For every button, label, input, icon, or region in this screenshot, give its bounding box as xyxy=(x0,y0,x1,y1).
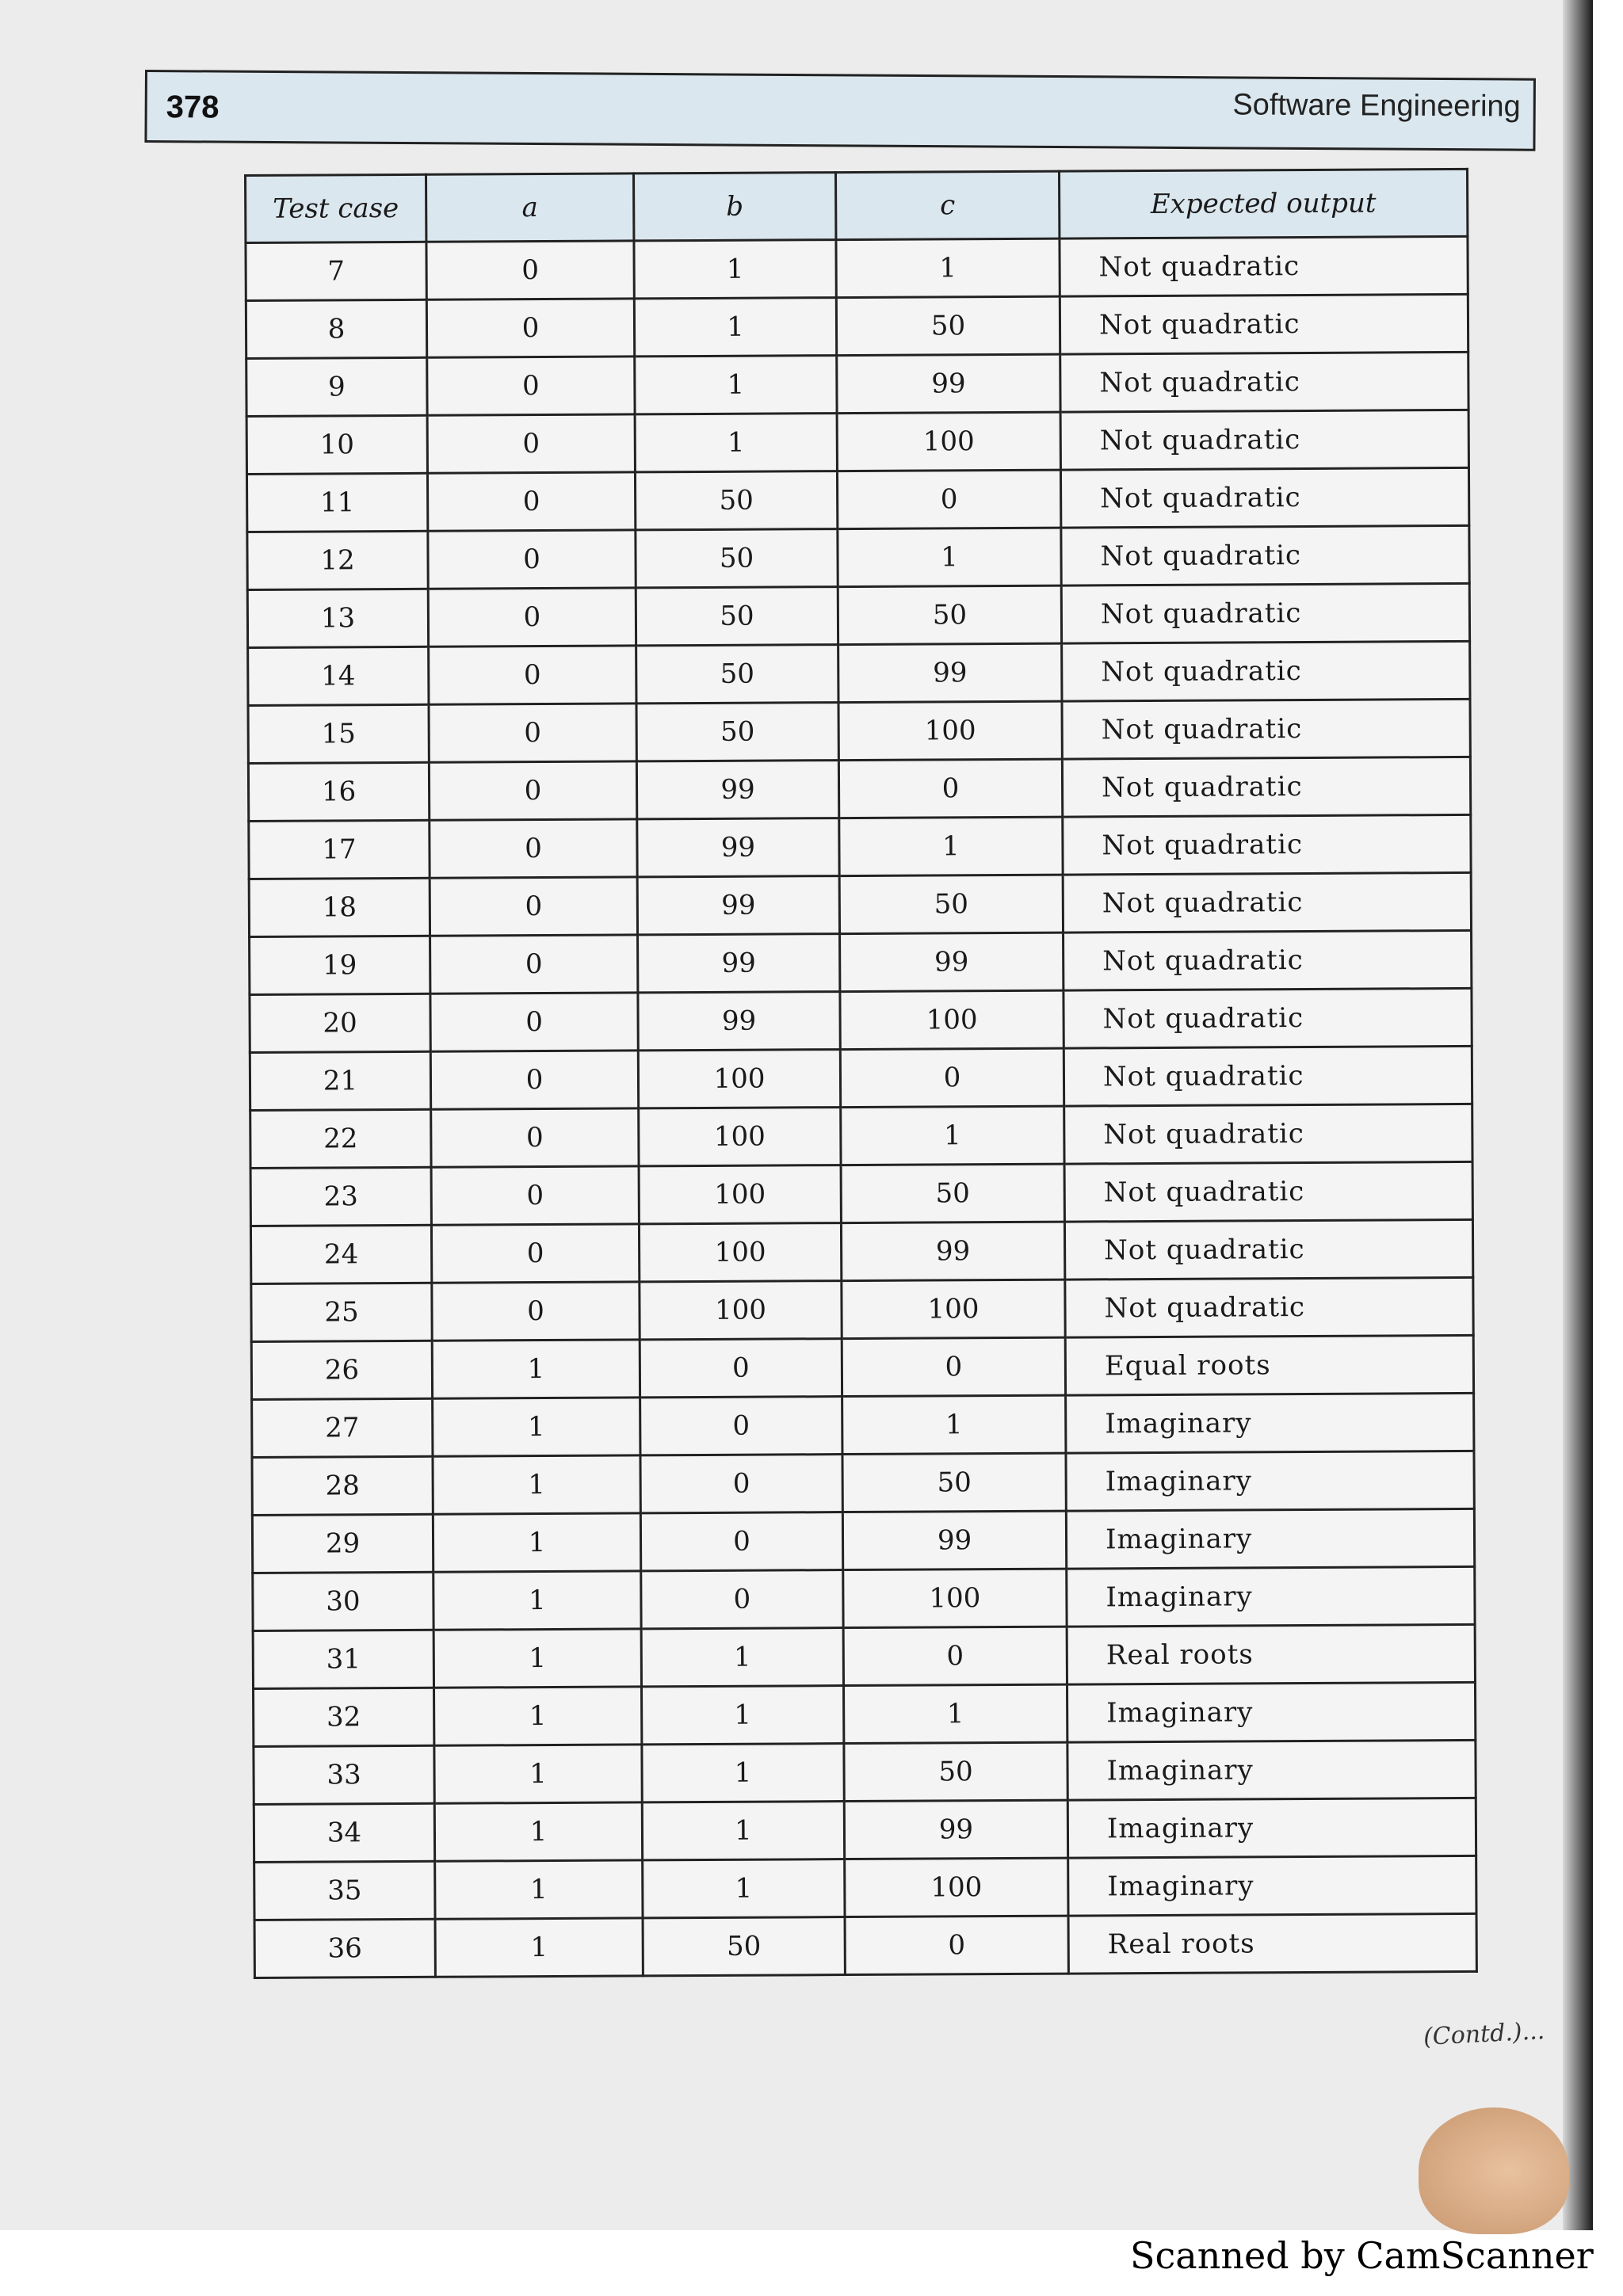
cell-a: 1 xyxy=(433,1513,640,1572)
cell-expected-output: Not quadratic xyxy=(1060,410,1468,470)
cell-expected-output: Not quadratic xyxy=(1064,1046,1472,1106)
cell-b: 0 xyxy=(640,1339,842,1398)
cell-expected-output: Not quadratic xyxy=(1064,930,1472,990)
cell-a: 1 xyxy=(434,1745,642,1803)
cell-expected-output: Real roots xyxy=(1067,1624,1475,1684)
table-row xyxy=(251,1335,1473,1399)
cell-b: 0 xyxy=(641,1570,843,1629)
cell-a: 0 xyxy=(426,241,634,299)
cell-expected-output: Not quadratic xyxy=(1061,583,1469,643)
column-header-expected-output: Expected output xyxy=(1059,169,1467,238)
cell-a: 0 xyxy=(430,993,638,1051)
cell-c: 1 xyxy=(841,1106,1064,1165)
cell-a: 0 xyxy=(430,935,638,994)
cell-c: 1 xyxy=(843,1684,1067,1743)
cell-test-case: 20 xyxy=(250,994,430,1052)
cell-expected-output: Real roots xyxy=(1068,1913,1476,1974)
cell-a: 0 xyxy=(431,1224,639,1283)
cell-a: 1 xyxy=(434,1687,642,1745)
table-row xyxy=(253,1566,1475,1630)
cell-c: 1 xyxy=(838,528,1061,586)
page-header xyxy=(144,70,1536,151)
cell-b: 99 xyxy=(638,934,840,993)
cell-c: 1 xyxy=(836,238,1060,297)
table-row xyxy=(254,1913,1476,1978)
cell-c: 100 xyxy=(837,412,1060,471)
cell-test-case: 15 xyxy=(248,704,429,763)
cell-c: 50 xyxy=(838,585,1061,644)
column-header-test-case: Test case xyxy=(246,174,426,242)
table-row xyxy=(247,525,1469,589)
cell-c: 100 xyxy=(843,1569,1067,1627)
cell-test-case: 11 xyxy=(246,473,427,532)
column-header-b: b xyxy=(634,173,836,241)
cell-b: 99 xyxy=(636,761,838,819)
cell-test-case: 32 xyxy=(254,1688,434,1746)
table-row xyxy=(250,988,1472,1052)
cell-b: 50 xyxy=(636,645,838,704)
cell-a: 0 xyxy=(430,1051,638,1109)
table-row xyxy=(254,1740,1476,1804)
cell-a: 1 xyxy=(433,1571,641,1630)
table-row xyxy=(246,236,1468,300)
cell-a: 1 xyxy=(433,1629,641,1688)
cell-b: 100 xyxy=(639,1165,841,1224)
cell-b: 1 xyxy=(635,414,837,472)
cell-b: 1 xyxy=(635,356,837,414)
table-header-row xyxy=(246,169,1468,242)
cell-expected-output: Not quadratic xyxy=(1065,1277,1473,1337)
table-row xyxy=(254,1682,1476,1746)
cell-test-case: 22 xyxy=(250,1109,431,1168)
page-number: 378 xyxy=(166,90,220,125)
cell-c: 0 xyxy=(837,470,1060,528)
table-row xyxy=(249,872,1471,936)
cell-b: 99 xyxy=(638,992,840,1051)
cell-b: 1 xyxy=(634,240,836,299)
cell-c: 99 xyxy=(837,354,1060,413)
cell-expected-output: Not quadratic xyxy=(1060,294,1468,354)
cell-test-case: 30 xyxy=(253,1572,433,1630)
cell-expected-output: Not quadratic xyxy=(1062,699,1470,759)
cell-c: 0 xyxy=(838,759,1062,818)
cell-test-case: 36 xyxy=(254,1919,435,1978)
cell-c: 100 xyxy=(840,990,1064,1049)
cell-b: 100 xyxy=(640,1281,842,1340)
cell-test-case: 23 xyxy=(250,1167,431,1226)
cell-a: 0 xyxy=(427,472,635,531)
cell-test-case: 16 xyxy=(248,762,429,821)
cell-b: 1 xyxy=(642,1686,844,1745)
cell-test-case: 28 xyxy=(252,1456,433,1515)
cell-b: 1 xyxy=(643,1859,845,1918)
cell-a: 1 xyxy=(434,1802,642,1861)
cell-test-case: 10 xyxy=(246,415,427,474)
cell-expected-output: Imaginary xyxy=(1067,1798,1476,1858)
cell-a: 1 xyxy=(433,1398,640,1456)
cell-test-case: 21 xyxy=(250,1051,430,1110)
table-row xyxy=(246,294,1468,358)
cell-b: 100 xyxy=(639,1223,841,1282)
table-row xyxy=(253,1624,1475,1688)
cell-b: 50 xyxy=(643,1917,845,1976)
cell-test-case: 35 xyxy=(254,1861,435,1920)
cell-c: 99 xyxy=(842,1511,1066,1569)
cell-a: 0 xyxy=(427,414,635,473)
table-row xyxy=(252,1451,1474,1515)
table-row xyxy=(252,1508,1474,1573)
cell-c: 0 xyxy=(840,1048,1064,1107)
running-head: Software Engineering xyxy=(1232,88,1521,124)
cell-b: 1 xyxy=(642,1802,844,1860)
cell-expected-output: Imaginary xyxy=(1067,1740,1476,1800)
test-case-table-container xyxy=(244,168,1476,1979)
page-edge-shadow xyxy=(1563,0,1593,2230)
cell-b: 99 xyxy=(637,876,839,935)
cell-a: 1 xyxy=(432,1340,640,1398)
cell-c: 100 xyxy=(842,1280,1065,1338)
cell-b: 0 xyxy=(640,1512,842,1571)
cell-test-case: 25 xyxy=(251,1283,432,1341)
cell-test-case: 34 xyxy=(254,1803,434,1862)
cell-a: 0 xyxy=(428,530,636,589)
cell-expected-output: Not quadratic xyxy=(1063,814,1471,875)
cell-expected-output: Imaginary xyxy=(1066,1393,1474,1453)
table-body xyxy=(246,236,1476,1978)
cell-test-case: 18 xyxy=(249,878,430,936)
cell-a: 0 xyxy=(430,819,637,878)
cell-b: 50 xyxy=(636,529,838,588)
table-row xyxy=(246,410,1468,474)
cell-b: 50 xyxy=(635,471,837,530)
cell-c: 50 xyxy=(842,1453,1066,1512)
cell-c: 1 xyxy=(839,817,1063,875)
cell-b: 99 xyxy=(637,818,839,877)
cell-test-case: 12 xyxy=(247,531,428,589)
table-row xyxy=(250,1161,1472,1226)
cell-expected-output: Imaginary xyxy=(1066,1508,1474,1569)
cell-a: 0 xyxy=(432,1282,640,1341)
cell-b: 50 xyxy=(636,703,838,761)
cell-expected-output: Not quadratic xyxy=(1060,352,1468,412)
cell-a: 1 xyxy=(433,1455,640,1514)
cell-a: 0 xyxy=(427,357,635,415)
test-case-table xyxy=(244,168,1478,1979)
cell-b: 100 xyxy=(639,1108,841,1166)
cell-a: 0 xyxy=(431,1166,639,1225)
column-header-c: c xyxy=(835,171,1059,239)
cell-a: 0 xyxy=(426,299,634,357)
table-row xyxy=(248,699,1470,763)
table-row xyxy=(254,1798,1476,1862)
cell-expected-output: Not quadratic xyxy=(1064,1219,1472,1280)
column-header-a: a xyxy=(426,174,634,242)
cell-c: 99 xyxy=(838,643,1062,702)
cell-c: 100 xyxy=(845,1858,1068,1917)
table-row xyxy=(246,352,1468,416)
table-row xyxy=(254,1855,1476,1920)
cell-test-case: 24 xyxy=(250,1225,431,1283)
cell-c: 0 xyxy=(843,1627,1067,1685)
cell-c: 50 xyxy=(841,1164,1064,1222)
table-row xyxy=(250,930,1472,994)
cell-expected-output: Not quadratic xyxy=(1064,1104,1472,1164)
scanner-watermark: Scanned by CamScanner xyxy=(1130,2234,1594,2277)
cell-a: 0 xyxy=(429,646,636,704)
cell-a: 1 xyxy=(435,1918,643,1977)
cell-expected-output: Not quadratic xyxy=(1061,525,1469,585)
table-row xyxy=(248,757,1470,821)
cell-b: 0 xyxy=(640,1455,842,1513)
table-row xyxy=(247,583,1469,647)
table-row xyxy=(250,1104,1472,1168)
cell-a: 0 xyxy=(431,1108,639,1167)
cell-expected-output: Not quadratic xyxy=(1063,872,1471,933)
cell-expected-output: Imaginary xyxy=(1068,1855,1476,1916)
cell-c: 99 xyxy=(840,933,1064,991)
cell-test-case: 8 xyxy=(246,299,426,358)
continued-note: (Contd.)... xyxy=(1423,2017,1545,2051)
finger-in-scan xyxy=(1419,2107,1569,2234)
cell-expected-output: Imaginary xyxy=(1067,1682,1475,1742)
cell-a: 0 xyxy=(428,588,636,646)
table-row xyxy=(246,467,1468,532)
cell-test-case: 13 xyxy=(247,589,428,647)
cell-a: 0 xyxy=(429,761,636,820)
cell-c: 1 xyxy=(842,1395,1066,1454)
cell-expected-output: Imaginary xyxy=(1066,1451,1474,1511)
cell-expected-output: Not quadratic xyxy=(1064,1161,1472,1222)
table-row xyxy=(251,1277,1473,1341)
cell-test-case: 27 xyxy=(252,1398,433,1457)
cell-b: 1 xyxy=(634,298,836,357)
cell-expected-output: Imaginary xyxy=(1067,1566,1475,1627)
cell-test-case: 14 xyxy=(248,646,429,705)
cell-test-case: 29 xyxy=(252,1514,433,1573)
cell-c: 50 xyxy=(836,296,1060,355)
cell-test-case: 33 xyxy=(254,1745,434,1804)
table-row xyxy=(252,1393,1474,1457)
cell-c: 0 xyxy=(845,1916,1068,1974)
cell-test-case: 7 xyxy=(246,242,426,300)
cell-expected-output: Not quadratic xyxy=(1060,467,1468,528)
cell-c: 99 xyxy=(844,1800,1067,1859)
cell-a: 0 xyxy=(430,877,637,936)
cell-expected-output: Not quadratic xyxy=(1064,988,1472,1048)
cell-b: 1 xyxy=(642,1744,844,1802)
table-row xyxy=(250,1219,1472,1283)
cell-c: 100 xyxy=(838,701,1062,760)
cell-c: 50 xyxy=(839,875,1063,933)
cell-b: 50 xyxy=(636,587,838,646)
cell-b: 100 xyxy=(638,1050,840,1108)
table-row xyxy=(250,1046,1472,1110)
cell-b: 1 xyxy=(641,1628,843,1687)
cell-c: 99 xyxy=(841,1222,1064,1280)
cell-c: 50 xyxy=(844,1742,1067,1801)
cell-a: 0 xyxy=(429,704,636,762)
cell-b: 0 xyxy=(640,1397,842,1455)
cell-test-case: 26 xyxy=(251,1341,432,1399)
cell-expected-output: Not quadratic xyxy=(1062,641,1470,701)
table-row xyxy=(248,641,1470,705)
table-row xyxy=(249,814,1471,879)
cell-test-case: 17 xyxy=(249,820,430,879)
cell-c: 0 xyxy=(842,1337,1065,1396)
cell-expected-output: Not quadratic xyxy=(1060,236,1468,296)
cell-test-case: 19 xyxy=(250,936,430,994)
cell-a: 1 xyxy=(435,1860,643,1919)
cell-test-case: 31 xyxy=(253,1630,433,1688)
cell-expected-output: Equal roots xyxy=(1065,1335,1473,1395)
cell-test-case: 9 xyxy=(246,357,427,416)
cell-expected-output: Not quadratic xyxy=(1062,757,1470,817)
